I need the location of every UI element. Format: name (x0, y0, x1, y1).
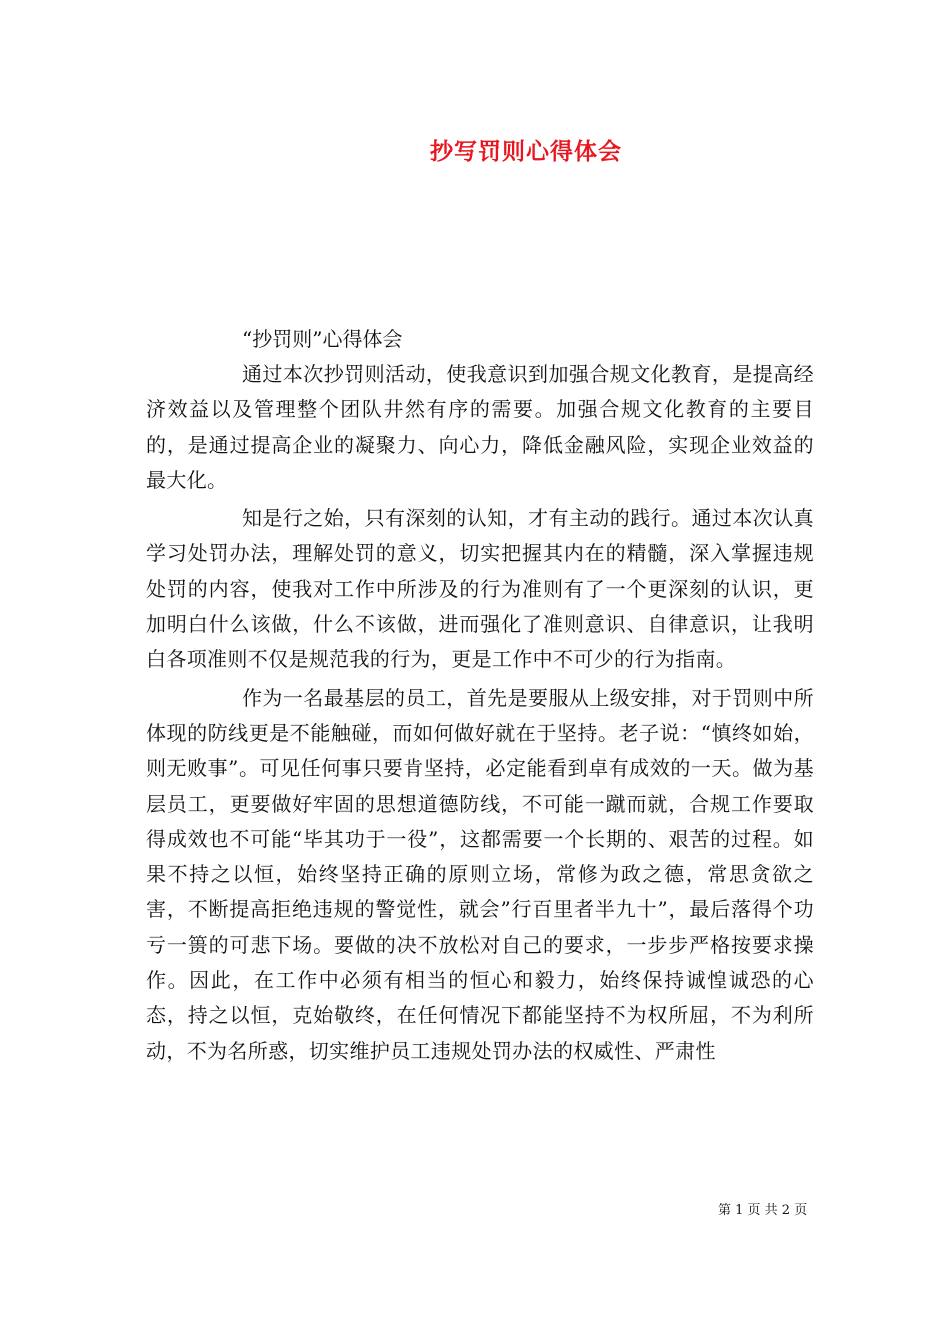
page-footer: 第 1 页 共 2 页 (718, 1203, 808, 1218)
document-body (146, 322, 814, 1072)
document-subtitle: “抄罚则”心得体会 (242, 327, 403, 351)
paragraph-3: 作为一名最基层的员工，首先是要服从上级安排，对于罚则中所体现的防线更是不能触碰，而如何做好就在于坚持。老子说：“慎终如始，则无败事”。可见任何事只要肯坚持，必定能看到卓有成效的一天。做为基层员工，更要做好牢固的思想道德防线，不可能一蹴而就，合规工作要取得成效也不可能“毕其功于一役”，这都需要一个长期的、艰苦的过程。如果不持之以恒，始终坚持正确的原则立场，常修为政之德，常思贪欲之害，不断提高拒绝违规的警觉性，就会”行百里者半九十”，最后落得个功亏一篑的可悲下场。要做的决不放松对自己的要求，一步步严格按要求操作。因此，在工作中必须有相当的恒心和毅力，始终保持诚惶诚恐的心态，持之以恒，克始敬终，在任何情况下都能坚持不为权所屈，不为利所动，不为名所惑，切实维护员工违规处罚办法的权威性、严肃性 (146, 685, 814, 1063)
paragraph-2: 知是行之始，只有深刻的认知，才有主动的践行。通过本次认真学习处罚办法，理解处罚的意义，切实把握其内在的精髓，深入掌握违规处罚的内容，使我对工作中所涉及的行为准则有了一个更深刻的认识，更加明白什么该做，什么不该做，进而强化了准则意识、自律意识，让我明白各项准则不仅是规范我的行为，更是工作中不可少的行为指南。 (146, 506, 814, 672)
paragraph-1: 通过本次抄罚则活动，使我意识到加强合规文化教育，是提高经济效益以及管理整个团队井然有序的需要。加强合规文化教育的主要目的，是通过提高企业的凝聚力、向心力，降低金融风险，实现企业效益的最大化。 (146, 362, 814, 492)
document-title: 抄写罚则心得体会 (430, 138, 622, 165)
